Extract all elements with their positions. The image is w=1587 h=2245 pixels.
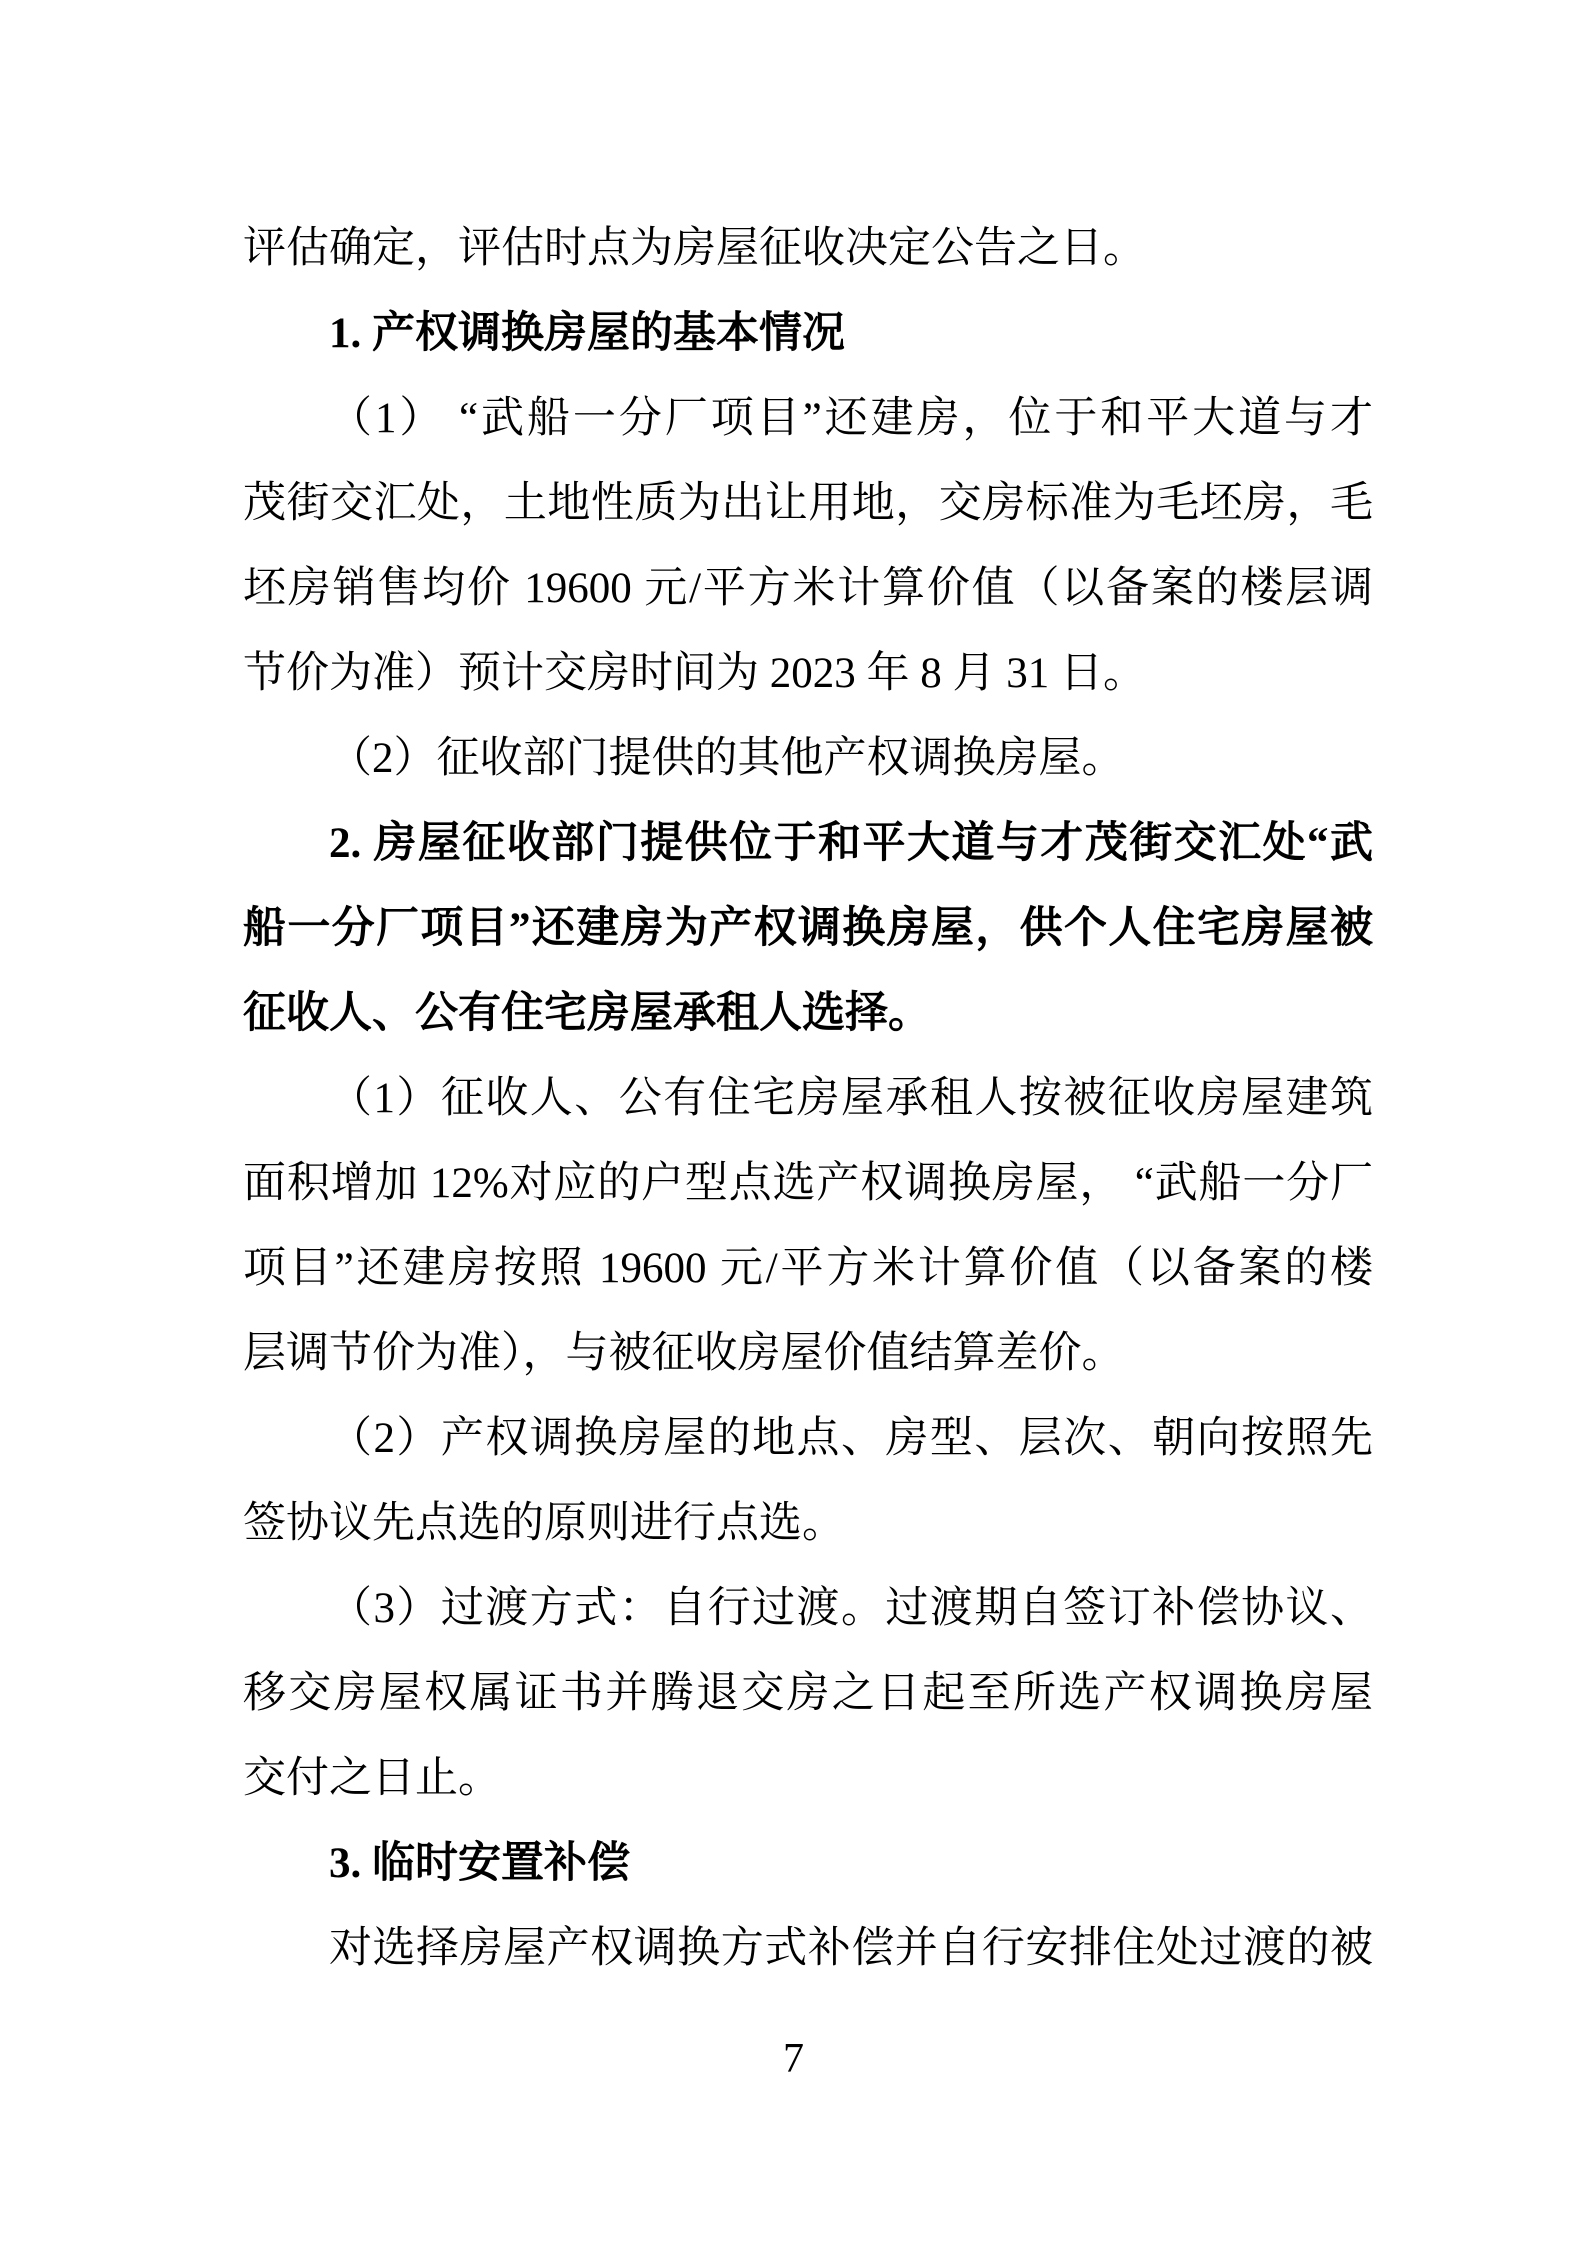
body-text-line: （1） “武船一分厂项目”还建房，位于和平大道与才 <box>329 395 1373 442</box>
body-text-line: （3）过渡方式：自行过渡。过渡期自签订补偿协议、 <box>329 1585 1373 1632</box>
section-heading-line: 2. 房屋征收部门提供位于和平大道与才茂街交汇处“武 <box>329 820 1373 867</box>
body-text-line: 对选择房屋产权调换方式补偿并自行安排住处过渡的被 <box>329 1925 1373 1972</box>
body-text-line: （1）征收人、公有住宅房屋承租人按被征收房屋建筑 <box>329 1075 1373 1122</box>
body-text-line: 项目”还建房按照 19600 元/平方米计算价值（以备案的楼 <box>243 1245 1373 1292</box>
page-body <box>243 206 1373 1991</box>
body-text-line: （2）产权调换房屋的地点、房型、层次、朝向按照先 <box>329 1415 1373 1462</box>
body-text-line: 签协议先点选的原则进行点选。 <box>243 1500 845 1547</box>
section-heading-line: 3. 临时安置补偿 <box>329 1840 630 1887</box>
body-text-line: 坯房销售均价 19600 元/平方米计算价值（以备案的楼层调 <box>243 565 1373 612</box>
body-text-line: 面积增加 12%对应的户型点选产权调换房屋， “武船一分厂 <box>243 1160 1373 1207</box>
body-text-line: 茂街交汇处，土地性质为出让用地，交房标准为毛坯房，毛 <box>243 480 1373 527</box>
body-text-line: （2）征收部门提供的其他产权调换房屋。 <box>329 735 1125 782</box>
body-text-line: 层调节价为准），与被征收房屋价值结算差价。 <box>243 1330 1125 1377</box>
section-heading-line: 征收人、公有住宅房屋承租人选择。 <box>243 990 931 1037</box>
body-text-line: 交付之日止。 <box>243 1755 501 1802</box>
page-number: 7 <box>783 2036 804 2082</box>
body-text-line: 节价为准）预计交房时间为 2023 年 8 月 31 日。 <box>243 650 1146 697</box>
section-heading-line: 1. 产权调换房屋的基本情况 <box>329 310 845 357</box>
body-text-line: 评估确定，评估时点为房屋征收决定公告之日。 <box>243 225 1146 272</box>
section-heading-line: 船一分厂项目”还建房为产权调换房屋，供个人住宅房屋被 <box>243 905 1373 952</box>
body-text-line: 移交房屋权属证书并腾退交房之日起至所选产权调换房屋 <box>243 1670 1373 1717</box>
